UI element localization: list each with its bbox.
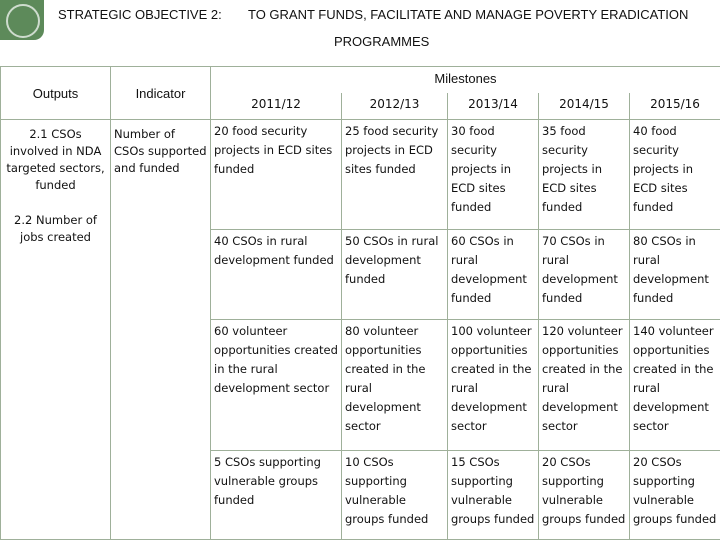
milestone-cell: 120 volunteer opportunities created in the rural development sector xyxy=(539,319,630,450)
milestone-cell: 70 CSOs in rural development funded xyxy=(539,230,630,319)
table-header-row xyxy=(1,67,720,94)
objective-title-continued: PROGRAMMES xyxy=(334,34,430,49)
year-header: 2014/15 xyxy=(539,93,630,120)
milestone-cell: 60 CSOs in rural development funded xyxy=(448,230,539,319)
milestone-cell: 30 food security projects in ECD sites funded xyxy=(448,120,539,230)
milestone-cell: 40 food security projects in ECD sites funded xyxy=(630,120,720,230)
milestone-cell: 60 volunteer opportunities created in the rural development sector xyxy=(211,319,342,450)
objective-title: TO GRANT FUNDS, FACILITATE AND MANAGE POVERTY ERADICATION xyxy=(248,7,689,22)
milestone-cell: 140 volunteer opportunities created in the rural development sector xyxy=(630,319,720,450)
milestone-cell: 35 food security projects in ECD sites funded xyxy=(539,120,630,230)
output-item: 2.1 CSOs involved in NDA targeted sectors, funded xyxy=(6,127,105,192)
milestone-cell: 5 CSOs supporting vulnerable groups funded xyxy=(211,450,342,539)
outputs-cell xyxy=(1,120,111,540)
year-header: 2012/13 xyxy=(342,93,448,120)
milestone-cell: 20 CSOs supporting vulnerable groups funded xyxy=(539,450,630,539)
milestone-cell: 50 CSOs in rural development funded xyxy=(342,230,448,319)
year-header: 2011/12 xyxy=(211,93,342,120)
logo-mark xyxy=(0,0,44,40)
indicator-cell: Number of CSOs supported and funded xyxy=(111,120,211,540)
milestone-cell: 40 CSOs in rural development funded xyxy=(211,230,342,319)
milestone-cell: 10 CSOs supporting vulnerable groups funded xyxy=(342,450,448,539)
table-row xyxy=(1,120,720,230)
indicator-header: Indicator xyxy=(111,67,211,120)
milestone-cell: 80 CSOs in rural development funded xyxy=(630,230,720,319)
milestones-table-wrap xyxy=(0,66,720,540)
year-header: 2015/16 xyxy=(630,93,720,120)
milestones-header: Milestones xyxy=(211,67,720,94)
milestone-cell: 20 CSOs supporting vulnerable groups funded xyxy=(630,450,720,539)
milestone-cell: 80 volunteer opportunities created in the rural development sector xyxy=(342,319,448,450)
year-header: 2013/14 xyxy=(448,93,539,120)
objective-label: STRATEGIC OBJECTIVE 2: xyxy=(58,7,222,22)
milestone-cell: 100 volunteer opportunities created in the rural development sector xyxy=(448,319,539,450)
milestone-cell: 25 food security projects in ECD sites funded xyxy=(342,120,448,230)
milestone-cell: 20 food security projects in ECD sites funded xyxy=(211,120,342,230)
header-bar xyxy=(0,0,720,66)
milestones-table xyxy=(0,66,720,540)
outputs-header: Outputs xyxy=(1,67,111,120)
output-item: 2.2 Number of jobs created xyxy=(14,213,97,244)
milestone-cell: 15 CSOs supporting vulnerable groups funded xyxy=(448,450,539,539)
